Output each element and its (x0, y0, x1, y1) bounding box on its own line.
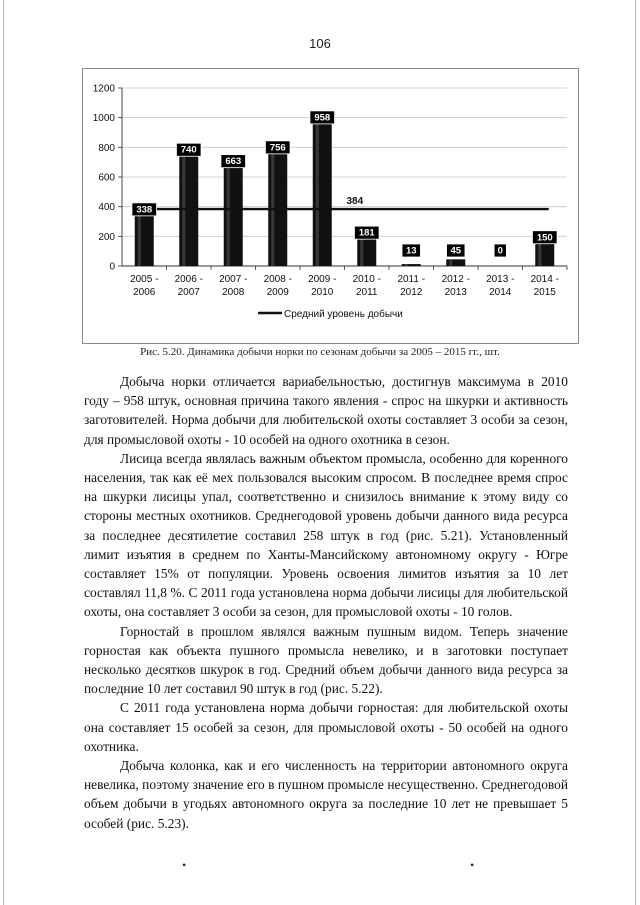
x-tick-label: 2009 - (308, 274, 337, 285)
value-label: 338 (136, 204, 153, 216)
x-tick-label: 2012 - (441, 274, 470, 285)
x-tick-label: 2010 (311, 287, 334, 298)
y-tick-label: 1000 (92, 113, 115, 125)
bar-highlight (182, 156, 185, 266)
page-number: 106 (309, 36, 331, 51)
y-tick-label: 600 (98, 172, 115, 184)
paragraph-ermine: Горностай в прошлом являлся важным пушным видом. Теперь значение горностая как объекта пушного промысла невелико, и в заготовки поступает несколько десятков шкурок в год. Средний объем добычи данного вида ресурса за последние 10 лет составил 90 штук в год (рис. 5.22). (84, 623, 568, 697)
bar (402, 264, 421, 266)
x-tick-label: 2013 (444, 287, 467, 298)
x-tick-label: 2007 (177, 287, 200, 298)
x-tick-label: 2013 - (486, 274, 515, 285)
value-label: 181 (358, 227, 375, 239)
x-tick-label: 2015 (533, 287, 556, 298)
paragraph-mink: Добыча норки отличается вариабельностью, достигнув максимума в 2010 году – 958 штук, основная причина такого явления - спрос на шкурки и активность заготовителей. Норма добычи для любительской охоты составляет 3 особи за сезон, для промысловой охоты - 10 особей на одного охотника в сезон. (84, 374, 568, 447)
x-tick-label: 2006 (133, 287, 156, 298)
x-tick-label: 2010 - (352, 274, 381, 285)
value-label: 756 (269, 142, 286, 154)
body-text (84, 372, 568, 833)
x-tick-label: 2014 - (530, 274, 559, 285)
bar-highlight (405, 264, 408, 266)
value-label: 13 (405, 245, 417, 257)
bar-highlight (449, 259, 452, 266)
value-label: 740 (180, 144, 197, 156)
y-tick-label: 0 (109, 261, 115, 273)
bar (535, 244, 554, 266)
y-tick-label: 1200 (92, 83, 115, 95)
footer-mark-left: • (182, 858, 187, 872)
value-label: 150 (536, 232, 553, 244)
value-label: 45 (450, 245, 462, 257)
x-tick-label: 2005 - (130, 274, 159, 285)
paragraph-kolonok: Добыча колонка, как и его численность на территории автономного округа невелика, поэтому значение его в пушном промысле несущественно. Среднегодовой объем добычи в угодьях автономного округа за последние 10 лет не превышает 5 особей (рис. 5.23). (84, 758, 568, 831)
value-label: 958 (314, 112, 331, 124)
figure-caption: Рис. 5.20. Динамика добычи норки по сезонам добычи за 2005 – 2015 гг., шт. (140, 346, 500, 358)
bar-highlight (138, 216, 141, 266)
x-tick-label: 2011 (355, 287, 378, 298)
y-tick-label: 400 (98, 202, 115, 214)
x-tick-label: 2012 (400, 287, 423, 298)
bar (357, 239, 376, 266)
page-edge-right (635, 0, 636, 905)
paragraph-ermine-norm: С 2011 года установлена норма добычи горностая: для любительской охоты она составляет 15 особей за сезон, для промысловой охоты - 50 особей на одного охотника. (84, 700, 568, 754)
value-label: 0 (497, 245, 503, 257)
legend-label: Средний уровень добычи (284, 309, 403, 320)
average-label: 384 (346, 196, 364, 208)
bar-highlight (538, 244, 541, 266)
footer-mark-right: • (470, 858, 475, 872)
page-edge-left (3, 0, 4, 905)
x-tick-label: 2007 - (219, 274, 248, 285)
bar (313, 124, 332, 266)
bar-highlight (227, 168, 230, 266)
chart-canvas (82, 68, 579, 344)
bar-highlight (316, 124, 319, 266)
x-tick-label: 2008 (222, 287, 245, 298)
x-tick-label: 2011 - (397, 274, 426, 285)
bar-highlight (360, 239, 363, 266)
bar (135, 216, 154, 266)
bar (446, 259, 465, 266)
y-tick-label: 200 (98, 231, 115, 243)
paragraph-fox: Лисица всегда являлась важным объектом промысла, особенно для коренного населения, так как её мех пользовался высоким спросом. В последнее время спрос на шкурки лисицы упал, соответственно и снизилось внимание к этому виду со стороны местных охотников. Среднегодовой уровень добычи данного вида ресурса за последнее десятилетие составил 258 штук в год (рис. 5.21). Установленный лимит изъятия в среднем по Ханты-Мансийскому автономному округу - Югре составляет 15% от популяции. Уровень освоения лимитов изъятия за 10 лет составлял 11,8 %. С 2011 года установлена норма добычи лисицы для любительской охоты, она составляет 3 особи за сезон, для промысловой охоты - 10 голов. (84, 450, 568, 620)
bar (224, 168, 243, 266)
bar-chart (82, 68, 579, 344)
x-tick-label: 2009 (266, 287, 289, 298)
bar (179, 156, 198, 266)
x-tick-label: 2014 (489, 287, 512, 298)
value-label: 663 (225, 156, 242, 168)
x-tick-label: 2008 - (263, 274, 292, 285)
x-tick-label: 2006 - (174, 274, 203, 285)
y-tick-label: 800 (98, 142, 115, 154)
